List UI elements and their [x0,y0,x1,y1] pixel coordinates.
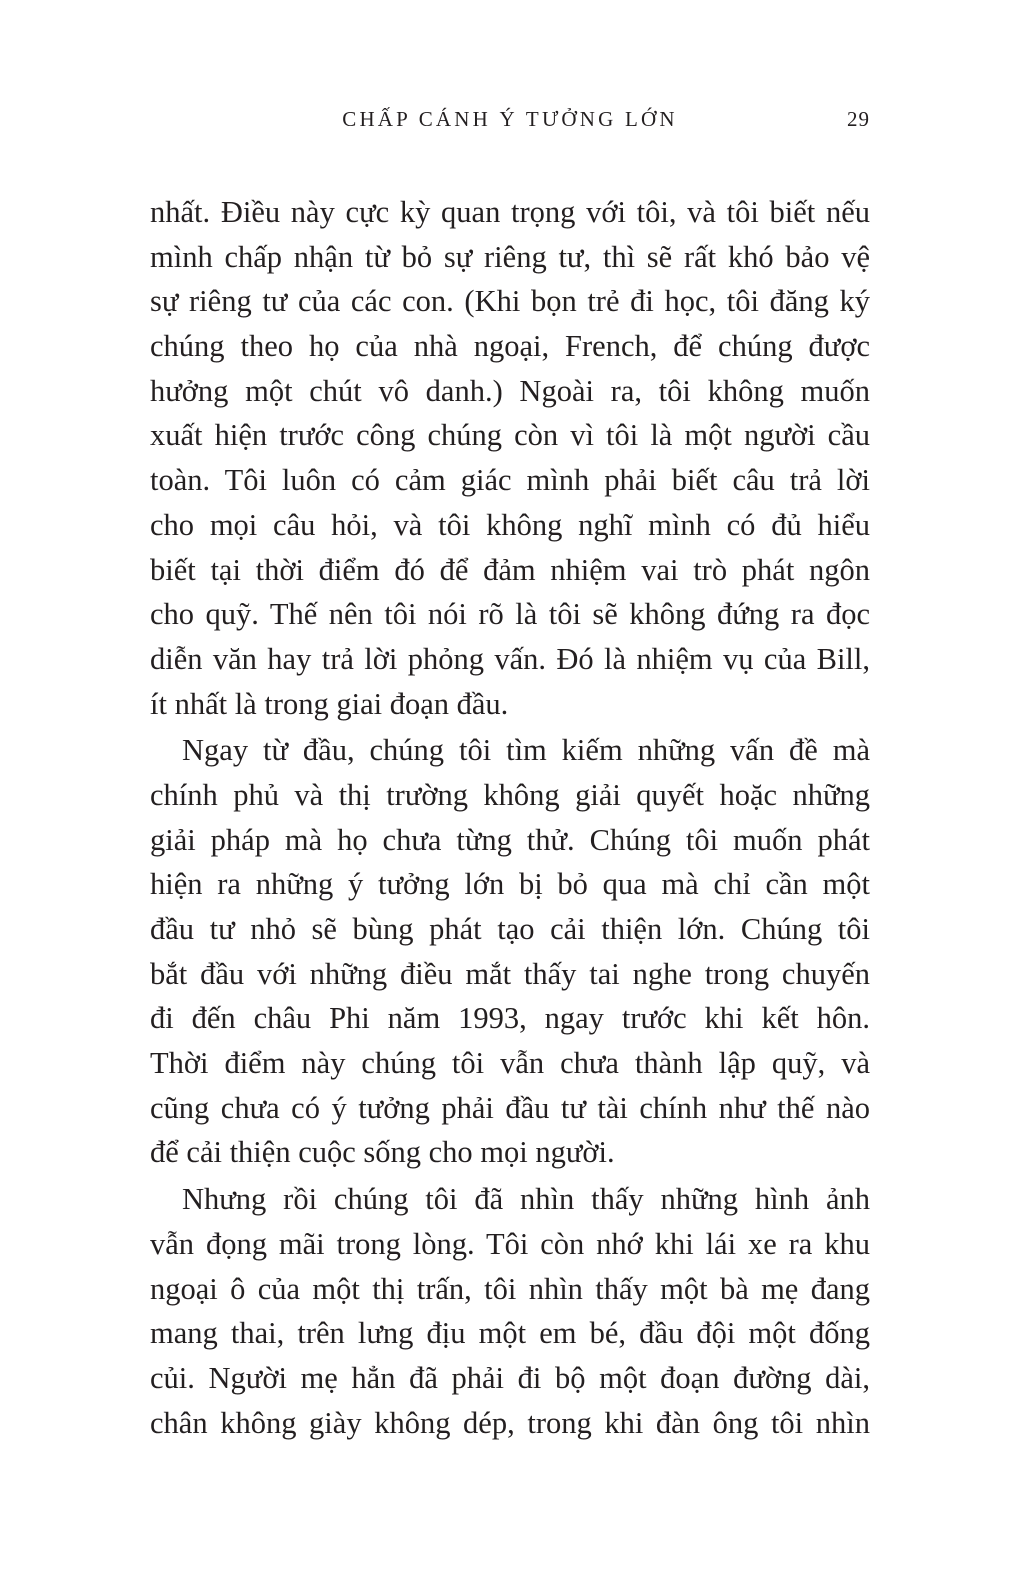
text-line: chính phủ và thị trường không giải quyết hoặc những [150,777,870,812]
text-line: đi đến châu Phi năm 1993, ngay trước khi kết hôn. [150,1001,870,1036]
text-line: ngoại ô của một thị trấn, tôi nhìn thấy một bà mẹ đang [150,1271,870,1306]
text-line: ít nhất là trong giai đoạn đầu. [150,686,509,721]
text-line: mình chấp nhận từ bỏ sự riêng tư, thì sẽ rất khó bảo vệ [150,239,870,274]
text-line: chân không giày không dép, trong khi đàn ông tôi nhìn [150,1405,870,1440]
page-number: 29 [847,107,870,131]
paragraph-3 [150,1177,870,1445]
text-line: cho quỹ. Thế nên tôi nói rõ là tôi sẽ không đứng ra đọc [150,597,870,632]
text-line: để cải thiện cuộc sống cho mọi người. [150,1135,615,1170]
text-line: diễn văn hay trả lời phỏng vấn. Đó là nhiệm vụ của Bill, [150,641,870,676]
text-line: chúng theo họ của nhà ngoại, French, để chúng được [150,329,870,364]
text-line: Thời điểm này chúng tôi vẫn chưa thành lập quỹ, và [150,1046,870,1081]
paragraph-2 [150,728,870,1175]
text-line: cũng chưa có ý tưởng phải đầu tư tài chính như thế nào [150,1090,870,1125]
text-line: đầu tư nhỏ sẽ bùng phát tạo cải thiện lớn. Chúng tôi [150,912,870,946]
running-head [150,104,870,134]
text-line: giải pháp mà họ chưa từng thử. Chúng tôi muốn phát [150,822,870,857]
text-line: sự riêng tư của các con. (Khi bọn trẻ đi học, tôi đăng ký [150,284,870,319]
text-line: nhất. Điều này cực kỳ quan trọng với tôi, và tôi biết nếu [150,195,870,229]
text-line: xuất hiện trước công chúng còn vì tôi là một người cầu [150,418,870,453]
paragraph-1 [150,190,870,726]
text-line: cho mọi câu hỏi, và tôi không nghĩ mình có đủ hiểu [150,507,870,542]
text-line: Nhưng rồi chúng tôi đã nhìn thấy những hình ảnh [182,1182,870,1217]
text-line: vẫn đọng mãi trong lòng. Tôi còn nhớ khi lái xe ra khu [150,1226,870,1261]
text-line: toàn. Tôi luôn có cảm giác mình phải biết câu trả lời [150,463,870,498]
running-title: CHẤP CÁNH Ý TƯỞNG LỚN [342,107,678,131]
text-line: Ngay từ đầu, chúng tôi tìm kiếm những vấn đề mà [182,733,870,768]
text-line: bắt đầu với những điều mắt thấy tai nghe trong chuyến [150,956,870,991]
text-line: hiện ra những ý tưởng lớn bị bỏ qua mà chỉ cần một [150,867,870,902]
text-line: mang thai, trên lưng địu một em bé, đầu đội một đống [150,1316,870,1351]
text-line: biết tại thời điểm đó để đảm nhiệm vai trò phát ngôn [150,552,870,587]
text-line: hưởng một chút vô danh.) Ngoài ra, tôi không muốn [150,373,870,408]
text-line: củi. Người mẹ hẳn đã phải đi bộ một đoạn đường dài, [150,1360,870,1395]
body-text [150,190,870,1445]
